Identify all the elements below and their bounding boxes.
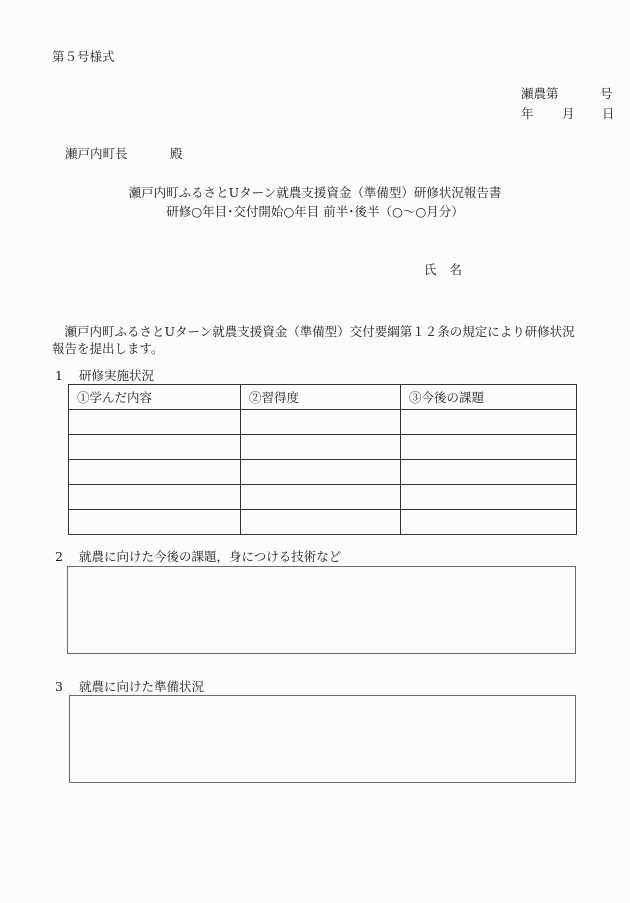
cell-future-issues[interactable] [401, 435, 577, 460]
cell-learned-content[interactable] [69, 485, 241, 510]
name-label-part-2: 名 [449, 262, 463, 277]
cell-mastery-level[interactable] [241, 510, 401, 535]
section-1-number: 1 [55, 368, 63, 383]
table-row [69, 410, 577, 435]
reference-number-suffix: 号 [600, 86, 613, 101]
cell-mastery-level[interactable] [241, 435, 401, 460]
preparation-status-textbox[interactable] [69, 695, 576, 783]
cell-mastery-level[interactable] [241, 460, 401, 485]
table-row [69, 460, 577, 485]
training-status-table [68, 384, 577, 535]
cell-future-issues[interactable] [401, 410, 577, 435]
cell-learned-content[interactable] [69, 460, 241, 485]
cell-mastery-level[interactable] [241, 410, 401, 435]
form-number: 第５号様式 [52, 49, 115, 64]
header-future-issues: ③今後の課題 [401, 385, 577, 410]
date-year-label: 年 [521, 106, 534, 121]
addressee-name: 瀬戸内町長 [65, 146, 128, 161]
reference-number-prefix: 瀬農第 [521, 86, 559, 101]
cell-future-issues[interactable] [401, 510, 577, 535]
header-mastery-level: ②習得度 [241, 385, 401, 410]
section-3-heading: 就農に向けた準備状況 [79, 679, 205, 694]
cell-mastery-level[interactable] [241, 485, 401, 510]
table-row [69, 435, 577, 460]
cell-learned-content[interactable] [69, 435, 241, 460]
cell-learned-content[interactable] [69, 510, 241, 535]
section-2-heading: 就農に向けた今後の課題，身につける技術など [79, 549, 342, 564]
header-learned-content: ①学んだ内容 [69, 385, 241, 410]
table-row [69, 485, 577, 510]
table-row [69, 510, 577, 535]
document-title: 瀬戸内町ふるさとUターン就農支援資金（準備型）研修状況報告書 [128, 185, 502, 200]
applicant-name-label [424, 264, 462, 277]
cell-future-issues[interactable] [401, 460, 577, 485]
section-3-number: 3 [55, 679, 63, 694]
table-header-row [69, 385, 577, 410]
section-2-number: 2 [55, 549, 63, 564]
cell-future-issues[interactable] [401, 485, 577, 510]
submission-statement: 瀬戸内町ふるさとUターン就農支援資金（準備型）交付要綱第１２条の規定により研修状況報告を提出します。 [52, 324, 575, 356]
cell-learned-content[interactable] [69, 410, 241, 435]
section-1-heading: 研修実施状況 [79, 368, 155, 383]
date-day-label: 日 [602, 106, 615, 121]
addressee-honorific: 殿 [170, 146, 183, 161]
date-month-label: 月 [562, 106, 575, 121]
future-issues-textbox[interactable] [67, 566, 576, 654]
name-label-part-1: 氏 [424, 262, 437, 277]
document-subtitle: 研修○年目･交付開始○年目 前半･後半（○～○月分） [166, 204, 464, 219]
